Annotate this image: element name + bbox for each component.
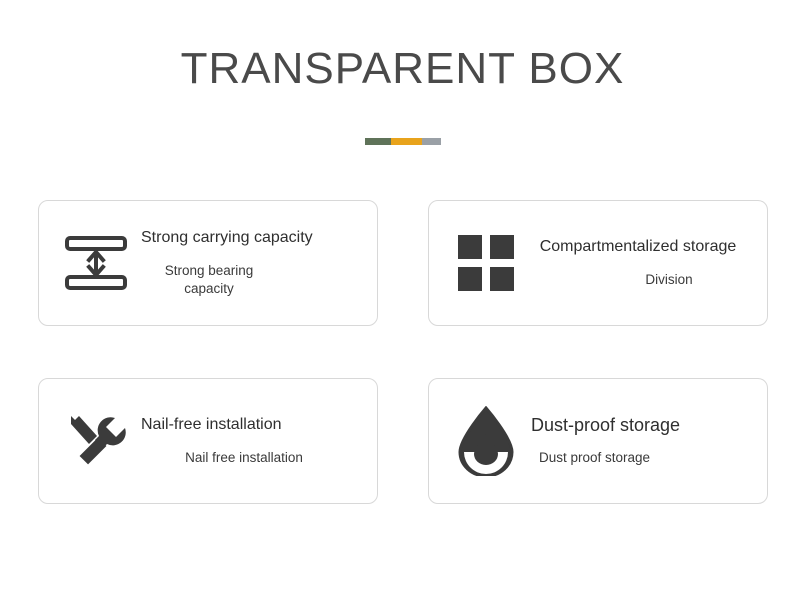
water-drop-icon [443, 398, 529, 484]
wrench-screwdriver-icon [53, 398, 139, 484]
divider-segment-green [365, 138, 391, 145]
title-divider [365, 138, 441, 145]
feature-subtitle: Division [645, 272, 693, 287]
divider-segment-gray [422, 138, 441, 145]
divider-segment-orange [391, 138, 422, 145]
feature-subtitle: Dust proof storage [539, 450, 651, 465]
feature-title: Dust-proof storage [531, 415, 681, 435]
feature-text [139, 415, 363, 467]
feature-card-dust-proof-storage [428, 378, 768, 504]
feature-card-compartmentalized-storage [428, 200, 768, 326]
feature-text [529, 237, 753, 289]
feature-title: Compartmentalized storage [539, 238, 737, 255]
page-title: TRANSPARENT BOX [180, 44, 625, 93]
feature-card-carrying-capacity [38, 200, 378, 326]
feature-title: Strong carrying capacity [141, 229, 313, 246]
feature-text [529, 415, 753, 467]
feature-subtitle: Strong bearing capacity [164, 263, 254, 296]
feature-title: Nail-free installation [141, 416, 282, 433]
grid-squares-icon [443, 220, 529, 306]
feature-text [139, 228, 363, 298]
feature-card-nail-free-installation [38, 378, 378, 504]
feature-subtitle: Nail free installation [185, 450, 303, 465]
feature-grid [38, 200, 768, 504]
load-capacity-icon [53, 220, 139, 306]
